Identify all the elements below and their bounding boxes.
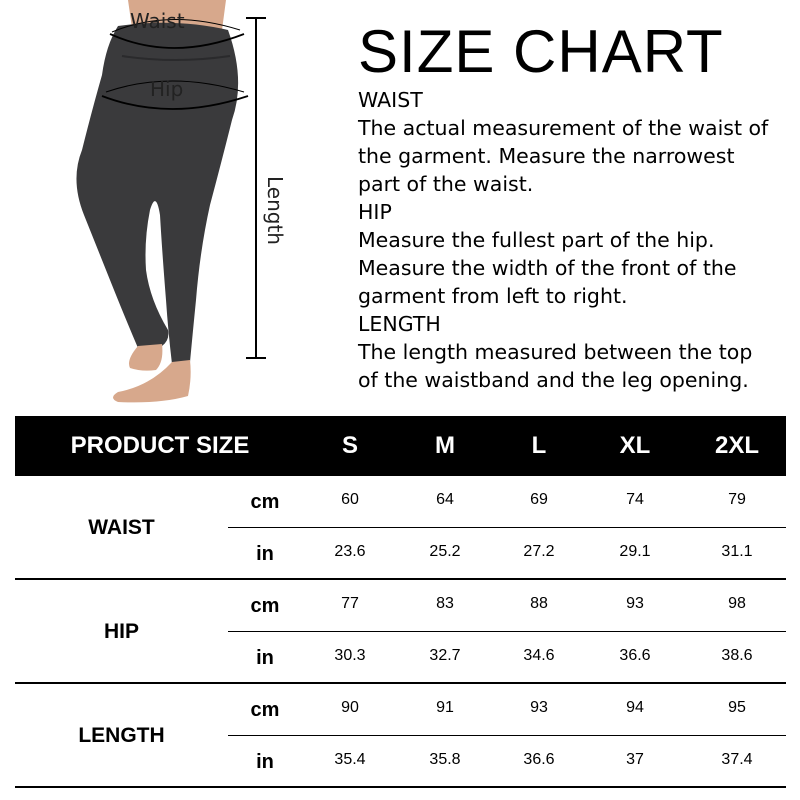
- group-label-length: LENGTH: [78, 724, 165, 747]
- waist-desc-line: the garment. Measure the narrowest: [358, 144, 735, 168]
- waist-label: Waist: [130, 9, 185, 33]
- table-cell: 94: [626, 699, 644, 716]
- hip-heading: HIP: [358, 200, 392, 224]
- size-header-s: S: [341, 432, 358, 459]
- table-cell: 35.4: [334, 751, 366, 768]
- table-cell: 30.3: [334, 647, 366, 664]
- hip-desc-line: Measure the fullest part of the hip.: [358, 228, 715, 252]
- table-cell: 83: [436, 595, 454, 612]
- length-desc-line: The length measured between the top: [358, 340, 753, 364]
- table-cell: 88: [530, 595, 548, 612]
- unit-label: cm: [250, 491, 280, 513]
- unit-label: in: [256, 751, 274, 773]
- waist-desc-line: The actual measurement of the waist of: [358, 116, 769, 140]
- table-cell: 91: [436, 699, 454, 716]
- table-cell: 98: [728, 595, 746, 612]
- size-header-m: M: [435, 432, 455, 459]
- unit-label: in: [256, 647, 274, 669]
- row-divider: [228, 527, 786, 528]
- measurement-descriptions: [358, 86, 798, 394]
- size-header-xl: XL: [619, 432, 651, 459]
- table-cell: 35.8: [429, 751, 461, 768]
- size-chart-title: SIZE CHART: [358, 18, 724, 85]
- length-desc-line: of the waistband and the leg opening.: [358, 368, 749, 392]
- table-cell: 90: [341, 699, 359, 716]
- size-table-header: [15, 416, 786, 476]
- table-cell: 29.1: [619, 543, 651, 560]
- table-cell: 60: [341, 491, 359, 508]
- group-label-waist: WAIST: [88, 516, 155, 539]
- table-cell: 64: [436, 491, 454, 508]
- table-cell: 79: [728, 491, 746, 508]
- unit-label: cm: [250, 699, 280, 721]
- table-cell: 93: [530, 699, 548, 716]
- table-cell: 95: [728, 699, 746, 716]
- table-cell: 77: [341, 595, 359, 612]
- group-divider: [15, 578, 786, 580]
- group-divider: [15, 786, 786, 788]
- leggings-figure: [0, 0, 300, 410]
- table-cell: 27.2: [523, 543, 555, 560]
- table-cell: 32.7: [429, 647, 461, 664]
- table-cell: 93: [626, 595, 644, 612]
- row-divider: [228, 631, 786, 632]
- unit-label: cm: [250, 595, 280, 617]
- hip-desc-line: Measure the width of the front of the: [358, 256, 737, 280]
- table-cell: 34.6: [523, 647, 555, 664]
- table-cell: 31.1: [721, 543, 753, 560]
- hip-label: Hip: [150, 77, 184, 101]
- waist-heading: WAIST: [358, 88, 423, 112]
- table-cell: 36.6: [523, 751, 555, 768]
- group-divider: [15, 682, 786, 684]
- hip-desc-line: garment from left to right.: [358, 284, 628, 308]
- size-header-2xl: 2XL: [714, 432, 759, 459]
- size-header-l: L: [531, 432, 547, 459]
- table-cell: 23.6: [334, 543, 366, 560]
- length-heading: LENGTH: [358, 312, 441, 336]
- table-cell: 25.2: [429, 543, 461, 560]
- unit-label: in: [256, 543, 274, 565]
- left-foot: [129, 344, 162, 371]
- waist-desc-line: part of the waist.: [358, 172, 534, 196]
- leggings-shape: [76, 23, 238, 364]
- table-cell: 74: [626, 491, 644, 508]
- row-divider: [228, 735, 786, 736]
- table-cell: 69: [530, 491, 548, 508]
- group-label-hip: HIP: [103, 620, 139, 643]
- table-cell: 37.4: [721, 751, 753, 768]
- table-cell: 37: [626, 751, 644, 768]
- product-size-header: PRODUCT SIZE: [70, 432, 250, 459]
- table-cell: 38.6: [721, 647, 753, 664]
- table-cell: 36.6: [619, 647, 651, 664]
- length-label: Length: [263, 176, 287, 245]
